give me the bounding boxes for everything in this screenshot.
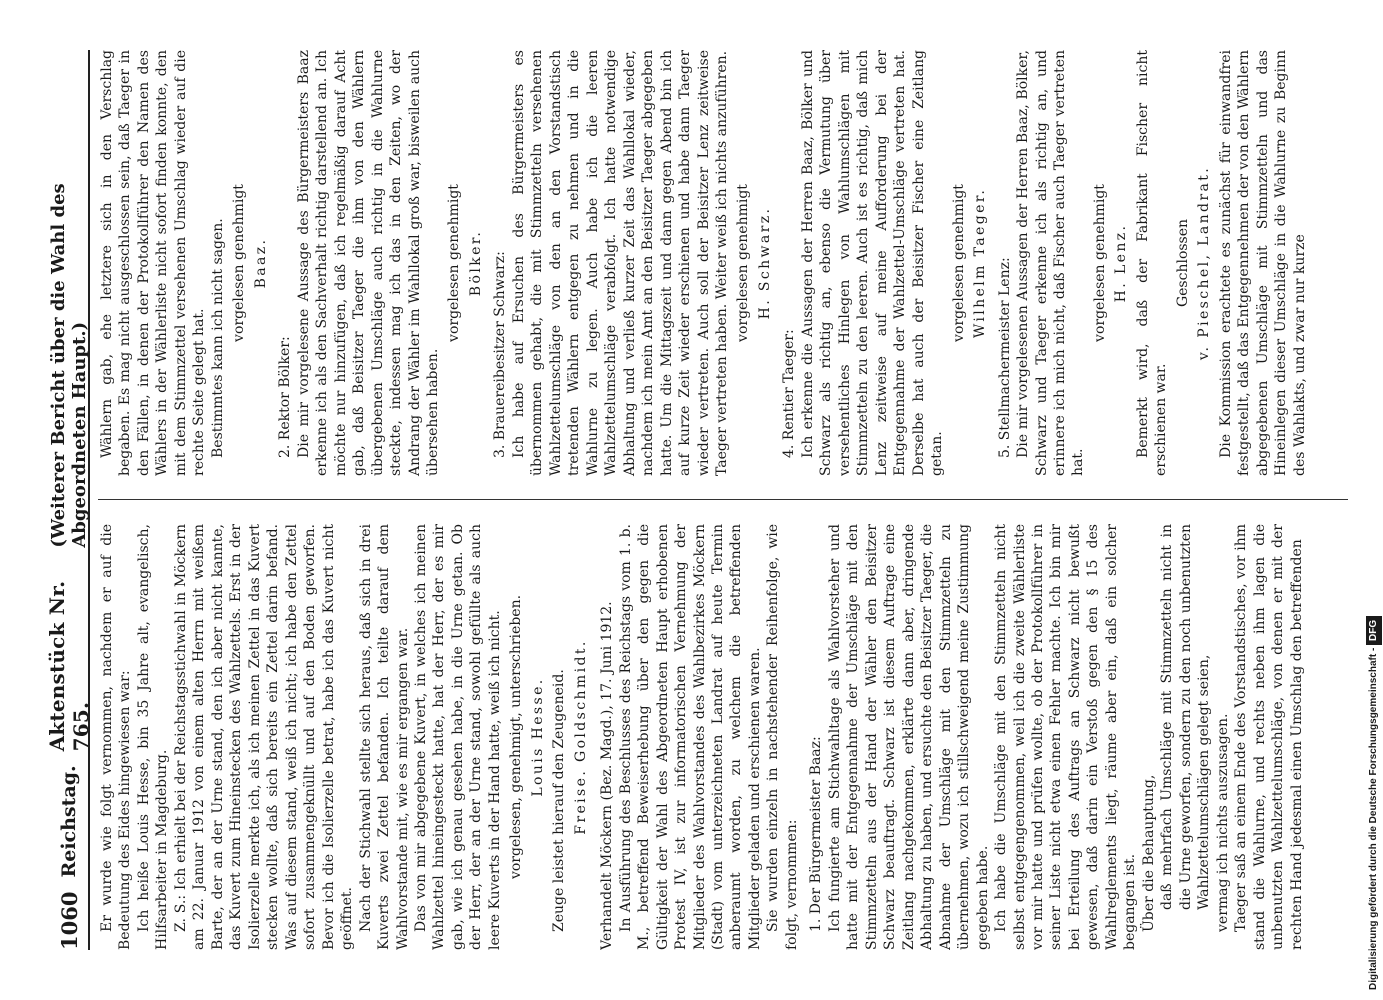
signature-name: Wilhelm Taeger. bbox=[972, 187, 989, 339]
signature-name: v. Pieschel, Landrat. bbox=[1196, 165, 1213, 361]
signature-note: vorgelesen, genehmigt, unterschrieben. bbox=[508, 594, 525, 880]
signature-note: vorgelesen genehmigt bbox=[950, 184, 967, 342]
signature-name: H. Lenz. bbox=[1113, 223, 1130, 303]
paragraph: Über die Behauptung, bbox=[1140, 774, 1157, 932]
text-columns bbox=[98, 50, 1348, 950]
signature-name: Bölker. bbox=[467, 229, 484, 297]
page-number: 1060 bbox=[56, 891, 82, 950]
paragraph: Zeuge leistet hierauf den Zeugeneid. bbox=[551, 669, 568, 932]
credit-text: Digitalisierung gefördert durch die Deutsche Forschungsgemeinschaft - bbox=[1368, 647, 1379, 990]
signature-name: Freise. Goldschmidt. bbox=[572, 639, 589, 835]
paragraph: Ich heiße Louis Hesse, bin 35 Jahre alt, evangelisch, Hilfsarbeiter in Magdeburg. bbox=[135, 524, 171, 950]
paragraph: Ich habe die Umschläge mit den Stimmzetteln nicht selbst entgegengenommen, weil ich die zweite Wählerliste vor mir hatte und prüfen wollte, ob der Protokollführer in seiner Liste nicht etwa einen Fehler machte. Ich bin mir bei Erteilung des Auftrags an Schwarz nicht bewußt gewesen, daß darin ein Verstoß gegen den § 15 des Wahlreglements liegt, räume aber ein, daß ein solcher begangen ist. bbox=[993, 524, 1139, 950]
paragraph: vermag ich nichts auszusagen. bbox=[1214, 713, 1231, 932]
signature-name: Baaz. bbox=[252, 237, 269, 289]
signature-name: H. Schwarz. bbox=[756, 206, 773, 320]
section-heading: 4. Rentier Taeger: bbox=[781, 329, 798, 458]
paragraph: Das von mir abgegebene Kuvert, in welches ich meinen Wahlzettel hineingesteckt hatte, hat der Herr, der es mir gab, wie ich genau gesehen habe, in die Urne getan. Ob der Herr, der an der Urne stand, sowohl gefüllte als auch leere Kuverts in der Hand hatte, weiß ich nicht. bbox=[412, 524, 503, 950]
date-line: Verhandelt Möckern (Bez. Magd.), 17. Juni 1912. bbox=[599, 601, 616, 950]
digitization-credit bbox=[1366, 10, 1382, 990]
document-title: Aktenstück Nr. 765. bbox=[45, 580, 93, 752]
signature-note: vorgelesen genehmigt bbox=[735, 184, 752, 342]
paragraph: Ich erkenne die Aussagen der Herren Baaz, Bölker und Schwarz als richtig an, ebenso die Vermutung über versehentliches Hinlegen von Wahlumschlägen mit Stimmzetteln zu den leeren. Auch ist es richtig, daß mich Lenz zeitweise auf meine Aufforderung bei der Entgegennahme der Wahlzettel-Umschläge vertreten hat. Derselbe hat auch der Beisitzer Fischer eine Zeitlang getan. bbox=[799, 50, 946, 476]
document-subtitle: (Weiterer Bericht über die Wahl des Abgeordneten Haupt.) bbox=[48, 183, 90, 548]
paragraph: Bemerkt wird, daß der Fabrikant Fischer nicht erschienen war. bbox=[1134, 50, 1170, 476]
paragraph: Taeger saß an einem Ende des Vorstandstisches, vor ihm stand die Wahlurne, und rechts neben ihm lagen die unbenutzten Wahlzettelumschläge, von denen er mit der rechten Hand jedesmal einen Umschlag den betreffenden bbox=[1233, 524, 1305, 950]
section-title: Reichstag. bbox=[58, 765, 80, 878]
closing-note: Geschlossen bbox=[1174, 218, 1191, 308]
paragraph: Z. S.: Ich erhielt bei der Reichstagsstichwahl in Möckern am 22. Januar 1912 von einem alten Herrn mit weißem Barte, der an der Urne stand, den ich aber nicht kannte, das Kuvert zum Hineinstecken des Wahlzettels. Erst in der Isolierzelle merkte ich, als ich meinen Zettel in das Kuvert stecken wollte, daß sich bereits ein Zettel darin befand. Was auf diesem stand, weiß ich nicht; ich habe den Zettel sofort zusammengeknüllt und auf den Boden geworfen. Bevor ich die Isolierzelle betrat, habe ich das Kuvert nicht geöffnet. bbox=[172, 524, 356, 950]
paragraph: Sie wurden einzeln in nachstehender Reihenfolge, wie folgt, vernommen: bbox=[765, 524, 800, 950]
paragraph: In Ausführung des Beschlusses des Reichstags vom 1. b. M., betreffend Beweiserhebung über den gegen die Gültigkeit der Wahl des Abgeordneten Haupt erhobenen Protest IV, ist zur informatorischen Vernehmung der Mitglieder des Wahlvorstandes des Wahlbezirkes Möckern (Stadt) vom unterzeichneten Landrat auf heute Termin anberaumt worden, zu welchem die betreffenden Mitglieder geladen und erschienen waren. bbox=[617, 524, 763, 950]
right-column bbox=[98, 50, 1348, 490]
paragraph: Bestimmtes kann ich nicht sagen. bbox=[209, 218, 226, 458]
paragraph: Ich fungierte am Stichwahltage als Wahlvorsteher und hatte mit der Entgegennahme der Umschläge mit den Stimmzetteln aus der Hand der Wähler den Beisitzer Schwarz beauftragt. Schwarz ist diesem Auftrage eine Zeitlang nachgekommen, erklärte dann aber, dringende Abhaltung zu haben, und ersuchte den Beisitzer Taeger, die Abnahme der Umschläge mit den Stimmzetteln zu übernehmen, wozu ich stillschweigend meine Zustimmung gegeben habe. bbox=[826, 524, 991, 950]
left-column bbox=[98, 510, 1348, 950]
section-heading: 2. Rektor Bölker: bbox=[277, 336, 294, 458]
paragraph: Die mir vorgelesene Aussage des Bürgermeisters Baaz erkenne ich als den Sachverhalt richtig darstellend an. Ich möchte nur hinzufügen, daß ich regelmäßig darauf Acht gab, daß Beisitzer Taeger die ihm von den Wählern übergebenen Umschläge auch richtig in die Wahlurne steckte, indessen mag ich das in den Zeiten, wo der Andrang der Wähler im Wahllokal groß war, bisweilen auch übersehen haben. bbox=[295, 50, 441, 476]
column-divider bbox=[98, 490, 1348, 510]
section-heading: 3. Brauereibesitzer Schwarz: bbox=[492, 251, 509, 458]
paragraph: Die mir vorgelesenen Aussagen der Herren Baaz, Bölker, Schwarz und Taeger erkenne ich als richtig an, und erinnere ich mich nicht, daß Fischer auch Taeger vertreten hat. bbox=[1015, 50, 1087, 476]
signature-note: vorgelesen genehmigt bbox=[1091, 184, 1108, 342]
paragraph: Er wurde wie folgt vernommen, nachdem er auf die Bedeutung des Eides hingewiesen war: bbox=[99, 524, 134, 950]
paragraph: Ich habe auf Ersuchen des Bürgermeisters es übernommen gehabt, die mit Stimmzetteln versehenen Wahlzettelumschläge von den an den Vorstandstisch tretenden Wählern entgegen zu nehmen und in die Wahlurne zu legen. Auch habe ich die leeren Wahlzettelumschläge verabfolgt. Ich hatte notwendige Abhaltung und verließ kurzer Zeit das Wahllokal wieder, nachdem ich mein Amt an den Beisitzer Taeger abgegeben hatte. Um die Mittagszeit und dann gegen Abend bin ich auf kurze Zeit wieder erschienen und habe dann Taeger wieder vertreten. Auch soll der Beisitzer Lenz zeitweise Taeger vertreten haben. Weiter weiß ich nichts anzuführen. bbox=[510, 50, 730, 476]
signature-note: vorgelesen genehmigt bbox=[231, 184, 248, 342]
signature-note: vorgelesen genehmigt bbox=[446, 184, 463, 342]
signature-name: Louis Hesse. bbox=[529, 677, 546, 797]
paragraph: Wählern gab, ehe letztere sich in den Verschlag begaben. Es mag nicht ausgeschlossen sein, daß Taeger in den Fällen, in denen der Protokollführer den Namen des Wählers in der Wählerliste nicht sofort finden konnte, den mit dem Stimmzettel versehenen Umschlag wieder auf die rechte Seite gelegt hat. bbox=[99, 50, 208, 476]
quoted-claim: daß mehrfach Umschläge mit Stimmzetteln nicht in die Urne geworfen, sondern zu den noch unbenutzten Wahlzettelumschlägen gelegt seien, bbox=[1159, 524, 1213, 910]
paragraph: Die Kommission erachtete es zunächst für einwandfrei festgestellt, daß das Entgegennehmen der von den Wählern abgegebenen Umschläge mit Stimmzetteln und das Hineinlegen dieser Umschläge in die Wahlurne zu Beginn des Wahlakts, und zwar nur kurze bbox=[1217, 50, 1308, 476]
running-head bbox=[45, 50, 93, 950]
section-heading: 1. Der Bürgermeister Baaz: bbox=[808, 736, 825, 932]
dfg-logo: DFG bbox=[1366, 616, 1382, 645]
paragraph: Nach der Stichwahl stellte sich heraus, daß sich in drei Kuverts zwei Zettel befanden. Ich teilte darauf dem Wahlvorstande mit, wie es mir ergangen war. bbox=[357, 524, 411, 950]
rotated-page bbox=[45, 50, 1350, 950]
section-heading: 5. Stellmachermeister Lenz: bbox=[996, 257, 1013, 458]
